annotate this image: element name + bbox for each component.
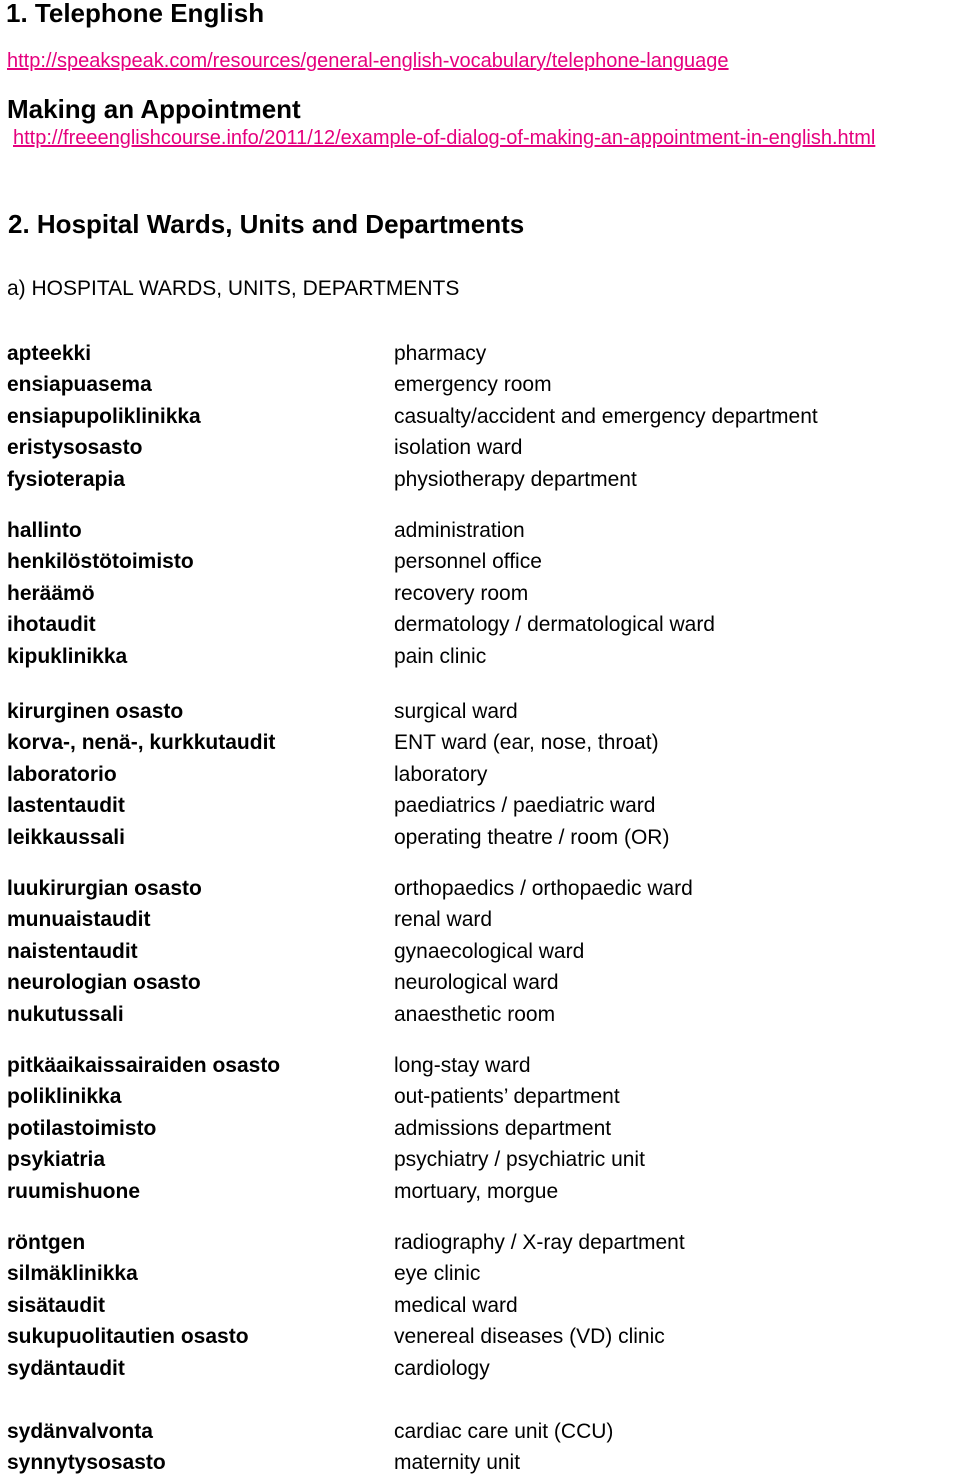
finnish-term: henkilöstötoimisto — [7, 550, 194, 574]
english-term: recovery room — [394, 581, 529, 605]
english-term: admissions department — [394, 1116, 612, 1140]
vocab-row — [0, 760, 960, 791]
english-term: pharmacy — [394, 342, 487, 365]
finnish-term: pitkäaikaissairaiden osasto — [7, 1054, 281, 1077]
vocab-row — [0, 791, 960, 822]
vocab-row — [0, 728, 960, 759]
finnish-term: hallinto — [7, 519, 82, 542]
vocab-group — [0, 697, 960, 854]
vocab-row — [0, 1354, 960, 1385]
finnish-term: synnytysosasto — [7, 1451, 166, 1475]
vocab-row — [0, 465, 960, 496]
english-term: laboratory — [394, 762, 488, 786]
telephone-language-link[interactable]: http://speakspeak.com/resources/general-english-vocabulary/telephone-language — [7, 50, 729, 72]
finnish-term: ensiapupoliklinikka — [7, 404, 201, 428]
english-term: casualty/accident and emergency department — [394, 404, 818, 428]
english-term: gynaecological ward — [394, 939, 585, 963]
vocab-row — [0, 610, 960, 641]
finnish-term: röntgen — [7, 1231, 86, 1254]
appointment-heading: Making an Appointment — [7, 94, 301, 124]
english-term: surgical ward — [394, 700, 518, 723]
english-term: isolation ward — [394, 436, 523, 460]
finnish-term: eristysosasto — [7, 436, 143, 460]
english-term: physiotherapy department — [394, 467, 637, 491]
vocab-row — [0, 874, 960, 905]
vocab-row — [0, 1082, 960, 1113]
english-term: maternity unit — [394, 1451, 521, 1475]
vocabulary-list — [0, 339, 960, 1480]
vocab-row — [0, 516, 960, 547]
vocab-row — [0, 370, 960, 401]
vocab-group — [0, 874, 960, 1031]
vocab-group — [0, 1228, 960, 1385]
english-term: radiography / X-ray department — [394, 1231, 685, 1254]
english-term: dermatology / dermatological ward — [394, 613, 715, 637]
finnish-term: silmäklinikka — [7, 1262, 138, 1286]
vocab-row — [0, 547, 960, 578]
section-2-title: 2. Hospital Wards, Units and Departments — [8, 209, 525, 239]
english-term: emergency room — [394, 373, 552, 397]
finnish-term: lastentaudit — [7, 794, 125, 818]
vocab-row — [0, 1448, 960, 1479]
english-term: ENT ward (ear, nose, throat) — [394, 731, 659, 755]
vocab-row — [0, 1291, 960, 1322]
english-term: paediatrics / paediatric ward — [394, 794, 656, 818]
vocab-row — [0, 1051, 960, 1082]
finnish-term: sydäntaudit — [7, 1356, 125, 1380]
finnish-term: munuaistaudit — [7, 908, 151, 932]
vocab-group — [0, 1051, 960, 1208]
finnish-term: fysioterapia — [7, 467, 125, 491]
english-term: anaesthetic room — [394, 1002, 556, 1026]
english-term: orthopaedics / orthopaedic ward — [394, 877, 693, 900]
finnish-term: ensiapuasema — [7, 373, 152, 397]
finnish-term: luukirurgian osasto — [7, 877, 202, 900]
vocab-row — [0, 823, 960, 854]
finnish-term: heräämö — [7, 581, 95, 605]
english-term: medical ward — [394, 1293, 518, 1317]
vocab-row — [0, 1228, 960, 1259]
english-term: long-stay ward — [394, 1054, 531, 1077]
vocab-row — [0, 968, 960, 999]
vocab-row — [0, 642, 960, 673]
vocab-row — [0, 905, 960, 936]
english-term: eye clinic — [394, 1262, 481, 1286]
section-2-subtitle: a) HOSPITAL WARDS, UNITS, DEPARTMENTS — [7, 277, 460, 300]
vocab-row — [0, 1417, 960, 1448]
english-term: personnel office — [394, 550, 542, 574]
finnish-term: kirurginen osasto — [7, 700, 184, 723]
english-term: administration — [394, 519, 525, 542]
finnish-term: poliklinikka — [7, 1085, 122, 1109]
finnish-term: kipuklinikka — [7, 644, 128, 668]
appointment-dialog-link[interactable]: http://freeenglishcourse.info/2011/12/example-of-dialog-of-making-an-appointment-in-english.html — [13, 127, 876, 149]
vocab-group — [0, 516, 960, 673]
finnish-term: ruumishuone — [7, 1179, 141, 1203]
finnish-term: leikkaussali — [7, 825, 125, 849]
finnish-term: sisätaudit — [7, 1293, 106, 1317]
finnish-term: sukupuolitautien osasto — [7, 1325, 249, 1349]
english-term: mortuary, morgue — [394, 1179, 559, 1203]
finnish-term: laboratorio — [7, 762, 117, 786]
english-term: renal ward — [394, 908, 493, 932]
english-term: operating theatre / room (OR) — [394, 825, 670, 849]
english-term: pain clinic — [394, 644, 487, 668]
vocab-row — [0, 402, 960, 433]
english-term: out-patients’ department — [394, 1085, 620, 1109]
vocab-row — [0, 697, 960, 728]
finnish-term: apteekki — [7, 342, 92, 365]
finnish-term: psykiatria — [7, 1148, 106, 1172]
vocab-row — [0, 1114, 960, 1145]
section-1-title: 1. Telephone English — [6, 0, 265, 28]
vocab-row — [0, 1177, 960, 1208]
finnish-term: naistentaudit — [7, 939, 138, 963]
finnish-term: potilastoimisto — [7, 1116, 157, 1140]
vocab-row — [0, 1145, 960, 1176]
vocab-row — [0, 579, 960, 610]
vocab-row — [0, 433, 960, 464]
vocab-row — [0, 339, 960, 370]
finnish-term: nukutussali — [7, 1002, 124, 1026]
finnish-term: korva-, nenä-, kurkkutaudit — [7, 731, 276, 755]
vocab-row — [0, 937, 960, 968]
vocab-row — [0, 1259, 960, 1290]
finnish-term: sydänvalvonta — [7, 1420, 153, 1443]
vocab-group — [0, 339, 960, 496]
vocab-group — [0, 1417, 960, 1480]
vocab-row — [0, 1000, 960, 1031]
english-term: neurological ward — [394, 971, 559, 995]
finnish-term: ihotaudit — [7, 613, 96, 637]
finnish-term: neurologian osasto — [7, 971, 201, 995]
english-term: venereal diseases (VD) clinic — [394, 1325, 665, 1349]
vocab-row — [0, 1322, 960, 1353]
english-term: cardiac care unit (CCU) — [394, 1420, 614, 1443]
english-term: cardiology — [394, 1356, 490, 1380]
english-term: psychiatry / psychiatric unit — [394, 1148, 645, 1172]
